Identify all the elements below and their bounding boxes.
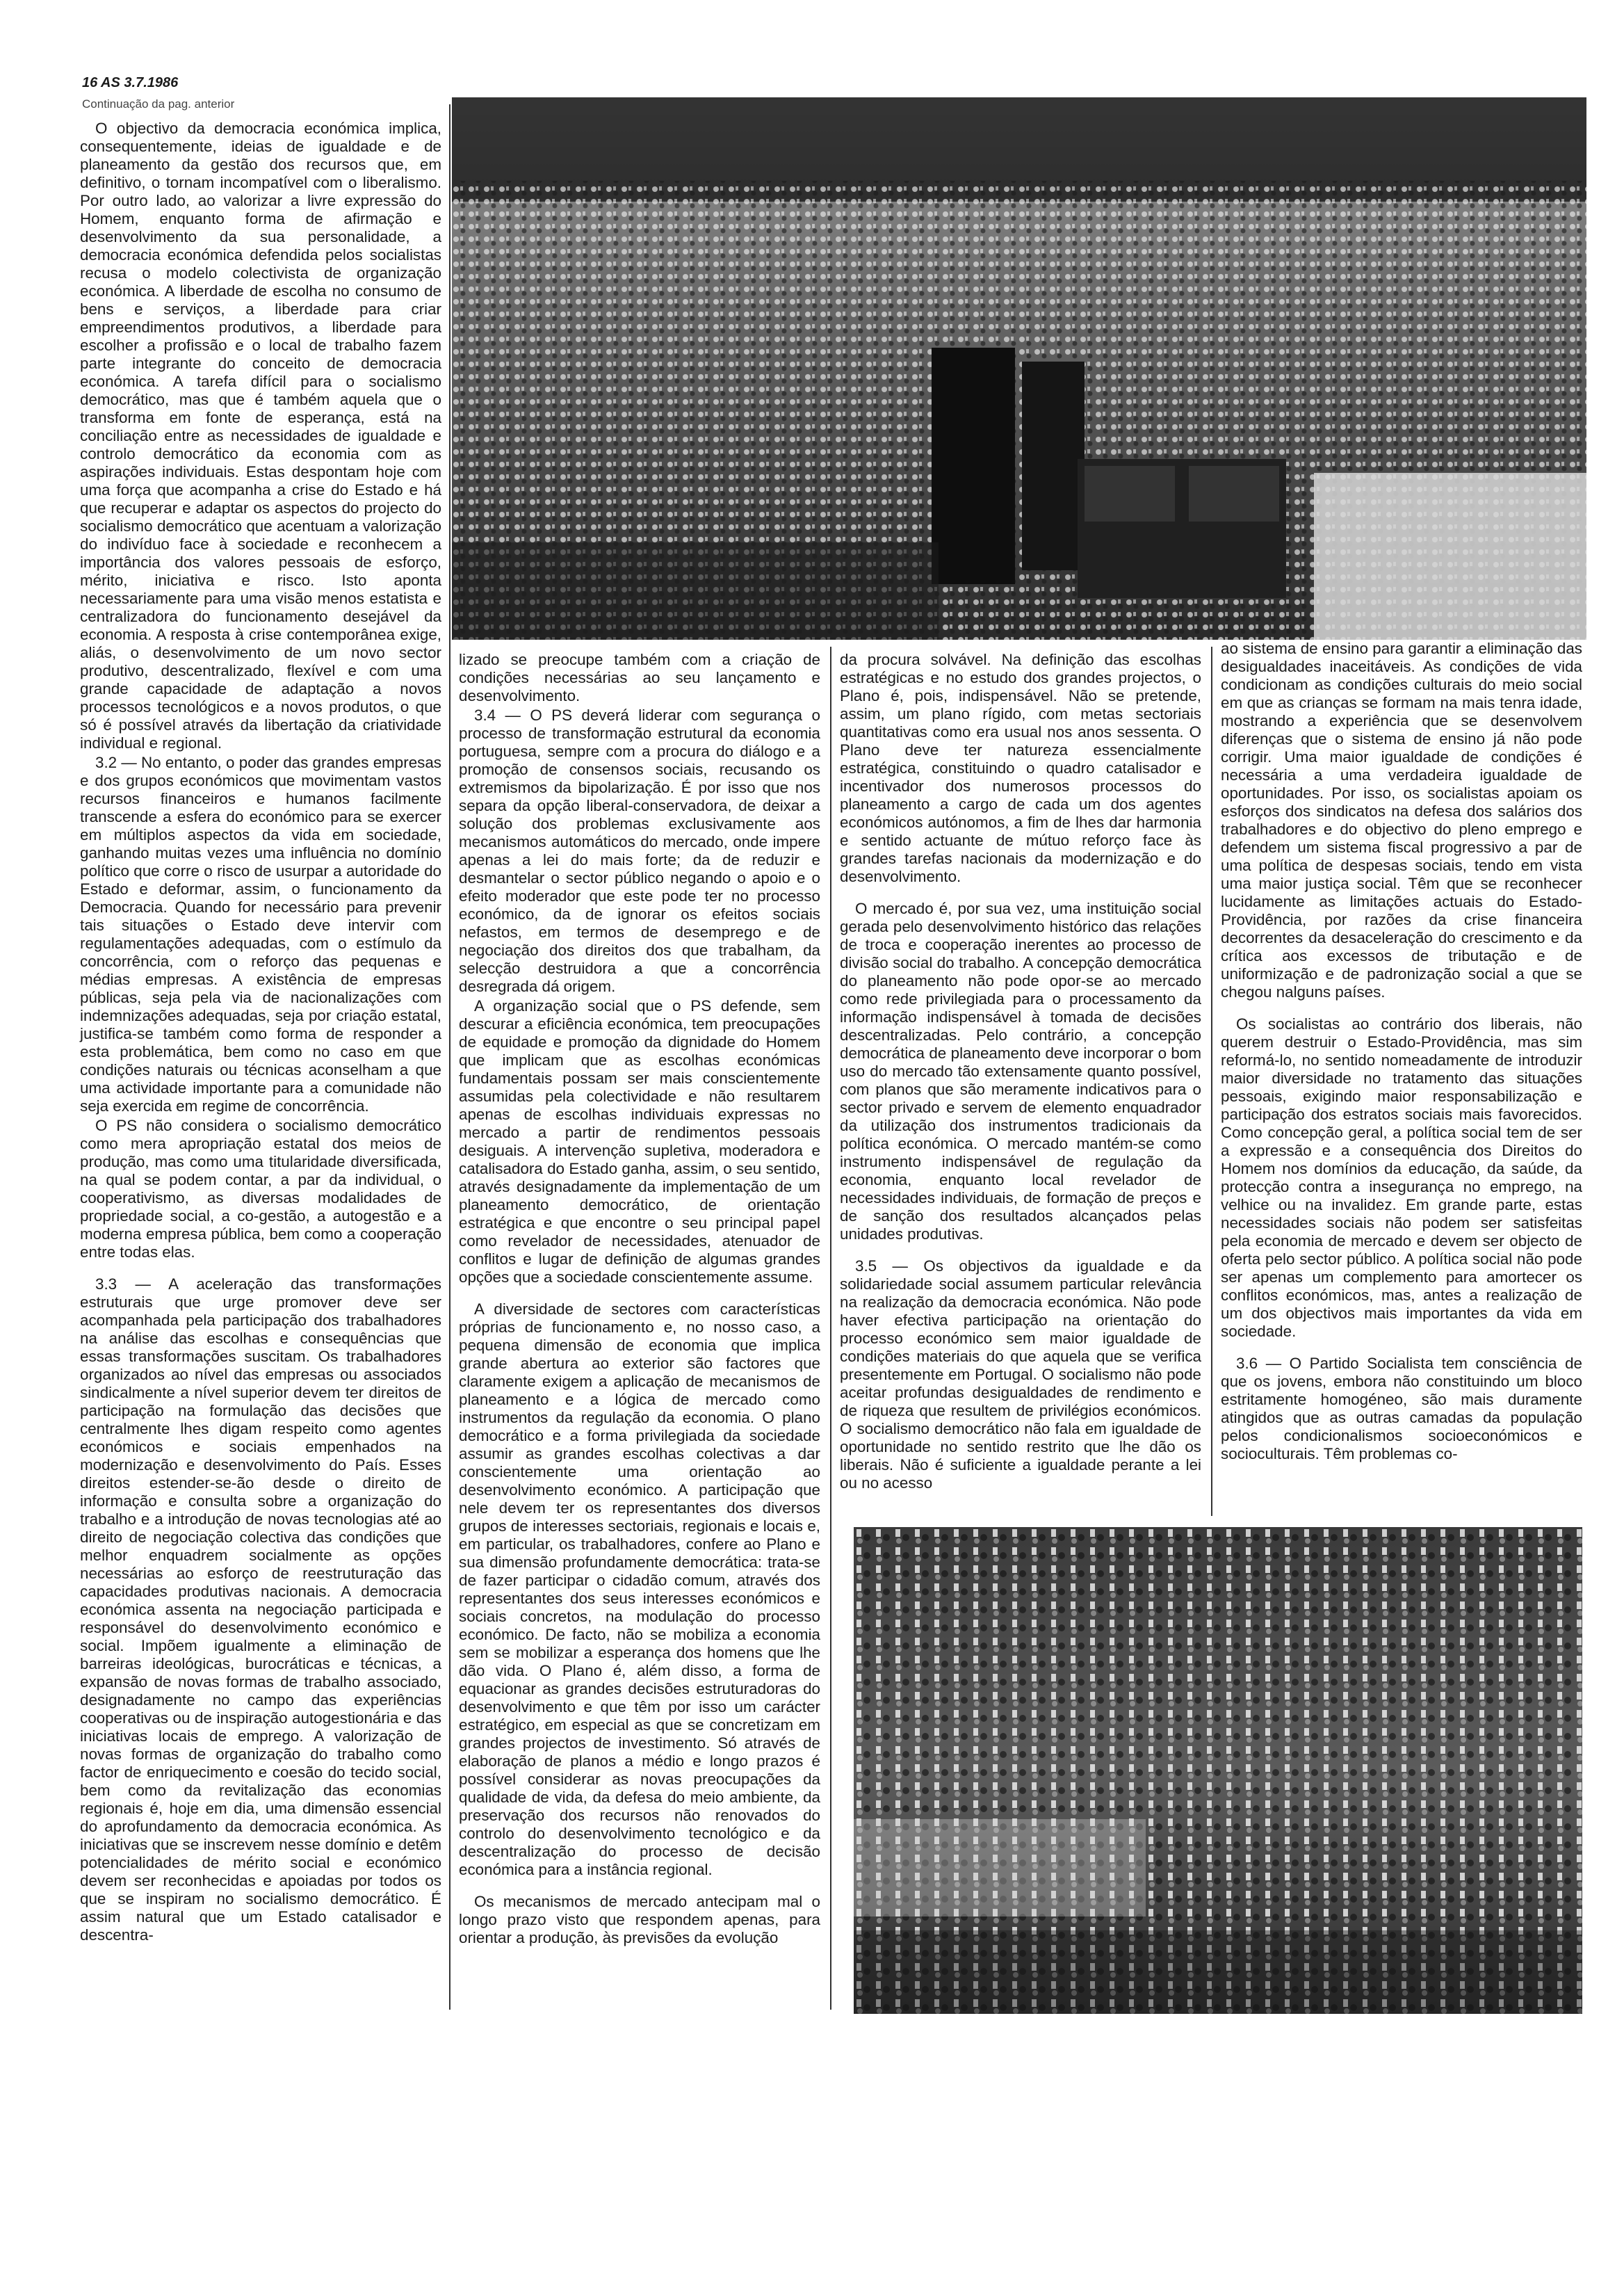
paragraph: A diversidade de sectores com características próprias de funcionamento e, no nosso caso, a pequena dimensão de economia que implica grande abertura ao exterior são factores que claramente exigem a aplicação de mecanismos de planeamento e a lógica de mercado como instrumentos da regulação da economia. O plano democrático e a forma privilegiada da sociedade assumir as grandes escolhas colectivas a dar conscientemente uma orientação ao desenvolvimento económico. A participação que nele devem ter os representantes dos diversos grupos de interesses sectoriais, regionais e locais e, em particular, os trabalhadores, confere ao Plano e sua dimensão profundamente democrática: trata-se de fazer participar o cidadão comum, através dos representantes dos seus interesses económicos e sociais concretos, na modulação do processo económico. De facto, não se mobiliza a economia sem se mobilizar a esperança dos homens que lhe dão vida. O Plano é, além disso, a forma de equacionar as grandes decisões estruturadoras do desenvolvimento e que têm por isso um carácter estratégico, em especial as que se concretizam em grandes projectos de investimento. Só através de elaboração de planos a médio e longo prazos é possível considerar as novas preocupações da qualidade de vida, da defesa do meio ambiente, da preservação dos recursos não renovados do controlo do desenvolvimento tecnológico e da descentralização do processo de decisão económica para a instância regional. <box>459 1300 820 1878</box>
paragraph: A organização social que o PS defende, sem descurar a eficiência económica, tem preocupações de equidade e promoção da dignidade do Homem que implicam que as escolhas económicas fundamentais possam ser mais conscientemente assumidas pela colectividade e não resultarem apenas de escolhas individuais expressas no mercado a partir de rendimentos pessoais desiguais. A intervenção supletiva, moderadora e catalisadora do Estado ganha, assim, o seu sentido, através designadamente da implementação de um planeamento democrático, de orientação estratégica e que encontre o seu principal papel como revelador de necessidades, atenuador de conflitos e lugar de definição de algumas grandes opções que a sociedade conscientemente assume. <box>459 997 820 1286</box>
paragraph: Os mecanismos de mercado antecipam mal o longo prazo visto que respondem apenas, para orientar a produção, às previsões da evolução <box>459 1893 820 1946</box>
congress-hall-photo <box>452 97 1586 640</box>
congress-hall-image <box>452 97 1586 640</box>
paragraph: ao sistema de ensino para garantir a eliminação das desigualdades inaceitáveis. As condições de vida condicionam as condições culturais do meio social em que as crianças se formam na mais tenra idade, mostrando a experiência que se desenvolvem diferenças que o sistema de ensino já não pode corrigir. Uma maior igualdade de condições é necessária a uma verdadeira igualdade de oportunidades. Por isso, os socialistas apoiam os esforços dos sindicatos na defesa dos salários dos trabalhadores e do objectivo do pleno emprego e defendem um sistema fiscal progressivo a par de uma política de despesas sociais, tendo em vista uma maior justiça social. Têm que se reconhecer lucidamente as limitações actuais do Estado-Providência, por razões da crise financeira decorrentes da desaceleração do crescimento e da crítica aos excessos de tributação e de uniformização e de padronização social a que se chegou nalguns países. <box>1221 640 1582 1001</box>
delegates-voting-photo <box>854 1527 1582 2014</box>
column-rule <box>830 647 831 2010</box>
continuation-note: Continuação da pag. anterior <box>82 97 235 111</box>
paragraph: Os socialistas ao contrário dos liberais, não querem destruir o Estado-Providência, mas sim reformá-lo, no sentido nomeadamente de introduzir maior diversidade no tratamento das situações pessoais, exigindo maior responsabilização e participação dos estratos sociais mais favorecidos. Como concepção geral, a política social tem de ser a expressão e a consequência dos Direitos do Homem nos domínios da educação, da saúde, da protecção contra a insegurança no emprego, na velhice ou na invalidez. Em grande parte, estas necessidades sociais não podem ser satisfeitas pela economia de mercado e devem ser objecto de oferta pelo sector público. A política social não pode ser apenas um complemento para amortecer os conflitos económicos, mas, antes a realização de um dos objectivos mais importantes da vida em sociedade. <box>1221 1015 1582 1340</box>
paragraph: da procura solvável. Na definição das escolhas estratégicas e no estudo dos grandes projectos, o Plano é, pois, indispensável. Não se pretende, assim, um plano rígido, com metas sectoriais quantitativas como era usual nos anos sessenta. O Plano deve ter natureza essencialmente estratégica, constituindo o quadro catalisador e incentivador dos numerosos processos do planeamento a cargo de cada um dos agentes económicos autónomos, a fim de lhes dar harmonia e sentido actuante de mútuo reforço face às grandes tarefas nacionais da modernização e do desenvolvimento. <box>840 651 1201 885</box>
paragraph: 3.5 — Os objectivos da igualdade e da solidariedade social assumem particular relevância na realização da democracia económica. Não pode haver efectiva participação na orientação do processo económico sem maior igualdade de condições materiais do que aquela que se verifica presentemente em Portugal. O socialismo não pode aceitar profundas desigualdades de rendimento e de riqueza que resultem de privilégios económicos. O socialismo democrático não fala em igualdade de oportunidade no sentido restrito que lhe dão os liberais. Não é suficiente a igualdade perante a lei ou no acesso <box>840 1257 1201 1492</box>
text-column-2 <box>459 651 820 1947</box>
paragraph: O PS não considera o socialismo democrático como mera apropriação estatal dos meios de produção, mas como uma titularidade diversificada, na qual se podem contar, a par da individual, o cooperativismo, as diversas modalidades de propriedade social, a co-gestão, a autogestão e a moderna empresa pública, bem como a cooperação entre todas elas. <box>80 1117 441 1261</box>
paragraph: 3.6 — O Partido Socialista tem consciência de que os jovens, embora não constituindo um bloco estritamente homogéneo, são mais duramente atingidos que as outras camadas da população pelos condicionalismos socioeconómicos e socioculturais. Têm problemas co- <box>1221 1355 1582 1462</box>
delegates-voting-image <box>854 1527 1582 2014</box>
column-rule <box>449 104 450 2010</box>
paragraph: 3.4 — O PS deverá liderar com segurança o processo de transformação estrutural da economia portuguesa, sempre com a procura do diálogo e a promoção de consensos sociais, recusando os extremismos da bipolarização. É por isso que nos separa da opção liberal-conservadora, de deixar a solução dos problemas exclusivamente aos mecanismos automáticos do mercado, onde impere apenas a lei do mais forte; da de reduzir e desmantelar o sector público negando o apoio e o efeito moderador que este pode ter no processo económico, da de ignorar os efeitos sociais nefastos, em termos de desemprego e de negociação dos direitos dos que trabalham, da selecção destruidora a que a concorrência desregrada dá origem. <box>459 707 820 995</box>
page-date-header: 16 AS 3.7.1986 <box>82 75 179 90</box>
paragraph: 3.3 — A aceleração das transformações estruturais que urge promover deve ser acompanhada pela participação dos trabalhadores na análise das escolhas e consequências que essas transformações suscitam. Os trabalhadores organizados ao nível das empresas ou associados sindicalmente a nível superior devem ter direitos de participação na formulação das decisões que centralmente lhes digam respeito como agentes económicos e sociais empenhados na modernização e desenvolvimento do País. Esses direitos estender-se-ão desde o direito de informação e consulta sobre a organização do trabalho e a introdução de novas tecnologias até ao direito de negociação colectiva das condições que melhor enquadrem socialmente as opções necessárias ao esforço de reestruturação das capacidades produtivas nacionais. A democracia económica assenta na negociação participada e responsável do desenvolvimento económico e social. Impõem igualmente a eliminação de barreiras ideológicas, burocráticas e técnicas, a expansão de novas formas de trabalho associado, designadamente no campo das experiências cooperativas ou de inspiração autogestionária e das iniciativas locais de emprego. A valorização de novas formas de organização do trabalho como factor de enriquecimento e coesão do tecido social, bem como da revitalização das economias regionais é, hoje em dia, uma dimensão essencial do aprofundamento da democracia económica. As iniciativas que se inscrevem nesse domínio e detêm potencialidades de mérito social e económico devem ser reconhecidas e apoiadas por todos os que se inspiram no socialismo democrático. É assim natural que um Estado catalisador e descentra- <box>80 1275 441 1944</box>
paragraph: 3.2 — No entanto, o poder das grandes empresas e dos grupos económicos que movimentam vastos recursos financeiros e humanos facilmente transcende a esfera do económico para se exercer em múltiplos aspectos da vida em sociedade, ganhando muitas vezes uma influência no domínio político que corre o risco de usurpar a autoridade do Estado e deformar, assim, o funcionamento da Democracia. Quando for necessário para prevenir tais situações o Estado deve intervir com regulamentações adequadas, com o estímulo da concorrência, com o reforço das pequenas e médias empresas. A existência de empresas públicas, seja pela via de nacionalizações com indemnizações adequadas, seja por criação estatal, justifica-se também como forma de responder a esta problemática, bem como no caso em que condições naturais ou técnicas aconselham a que uma actividade importante para a comunidade não seja exercida em regime de concorrência. <box>80 754 441 1115</box>
paragraph: O objectivo da democracia económica implica, consequentemente, ideias de igualdade e de planeamento da gestão dos recursos que, em definitivo, o tornam incompatível com o liberalismo. Por outro lado, ao valorizar a livre expressão do Homem, enquanto forma de afirmação e desenvolvimento da sua personalidade, a democracia económica defendida pelos socialistas recusa o modelo colectivista de organização económica. A liberdade de escolha no consumo de bens e serviços, a liberdade para criar empreendimentos produtivos, a liberdade para escolher a profissão e o local de trabalho fazem parte integrante do conceito de democracia económica. A tarefa difícil para o socialismo democrático, mas que é também aquela que o transforma em fonte de esperança, está na conciliação entre as necessidades de igualdade e controlo democrático da economia com as aspirações individuais. Estas despontam hoje com uma força que acompanha a crise do Estado e há que recuperar e adaptar os aspectos do projecto do socialismo democrático que acentuam a valorização do indivíduo face à sociedade e reconhecem a importância dos valores pessoais de esforço, mérito, iniciativa e risco. Isto aponta necessariamente para uma visão menos estatista e centralizadora do funcionamento desejável da economia. A resposta à crise contemporânea exige, aliás, o desenvolvimento de um novo sector produtivo, descentralizado, flexível e com uma grande capacidade de adaptação a novos processos tecnológicos e a novos produtos, o que só é possível através da libertação da criatividade individual e regional. <box>80 120 441 752</box>
text-column-1 <box>80 120 441 1944</box>
paragraph: lizado se preocupe também com a criação de condições necessárias ao seu lançamento e desenvolvimento. <box>459 651 820 704</box>
text-column-4 <box>1221 640 1582 1463</box>
column-rule <box>1211 647 1212 1516</box>
text-column-3 <box>840 651 1201 1492</box>
paragraph: O mercado é, por sua vez, uma instituição social gerada pelo desenvolvimento histórico das relações de troca e cooperação inerentes ao processo de divisão social do trabalho. A concepção democrática do planeamento não pode opor-se ao mercado como rede privilegiada para o processamento da informação indispensável à tomada de decisões descentralizadas. Pelo contrário, a concepção democrática de planeamento deve incorporar o bom uso do mercado tão extensamente quanto possível, com planos que são meramente indicativos para o sector privado e servem de elemento enquadrador da utilização dos instrumentos tradicionais da política económica. O mercado mantém-se como instrumento indispensável de regulação da economia, enquanto local revelador de necessidades individuais, de formação de preços e de sanção dos resultados alcançados pelas unidades produtivas. <box>840 900 1201 1243</box>
